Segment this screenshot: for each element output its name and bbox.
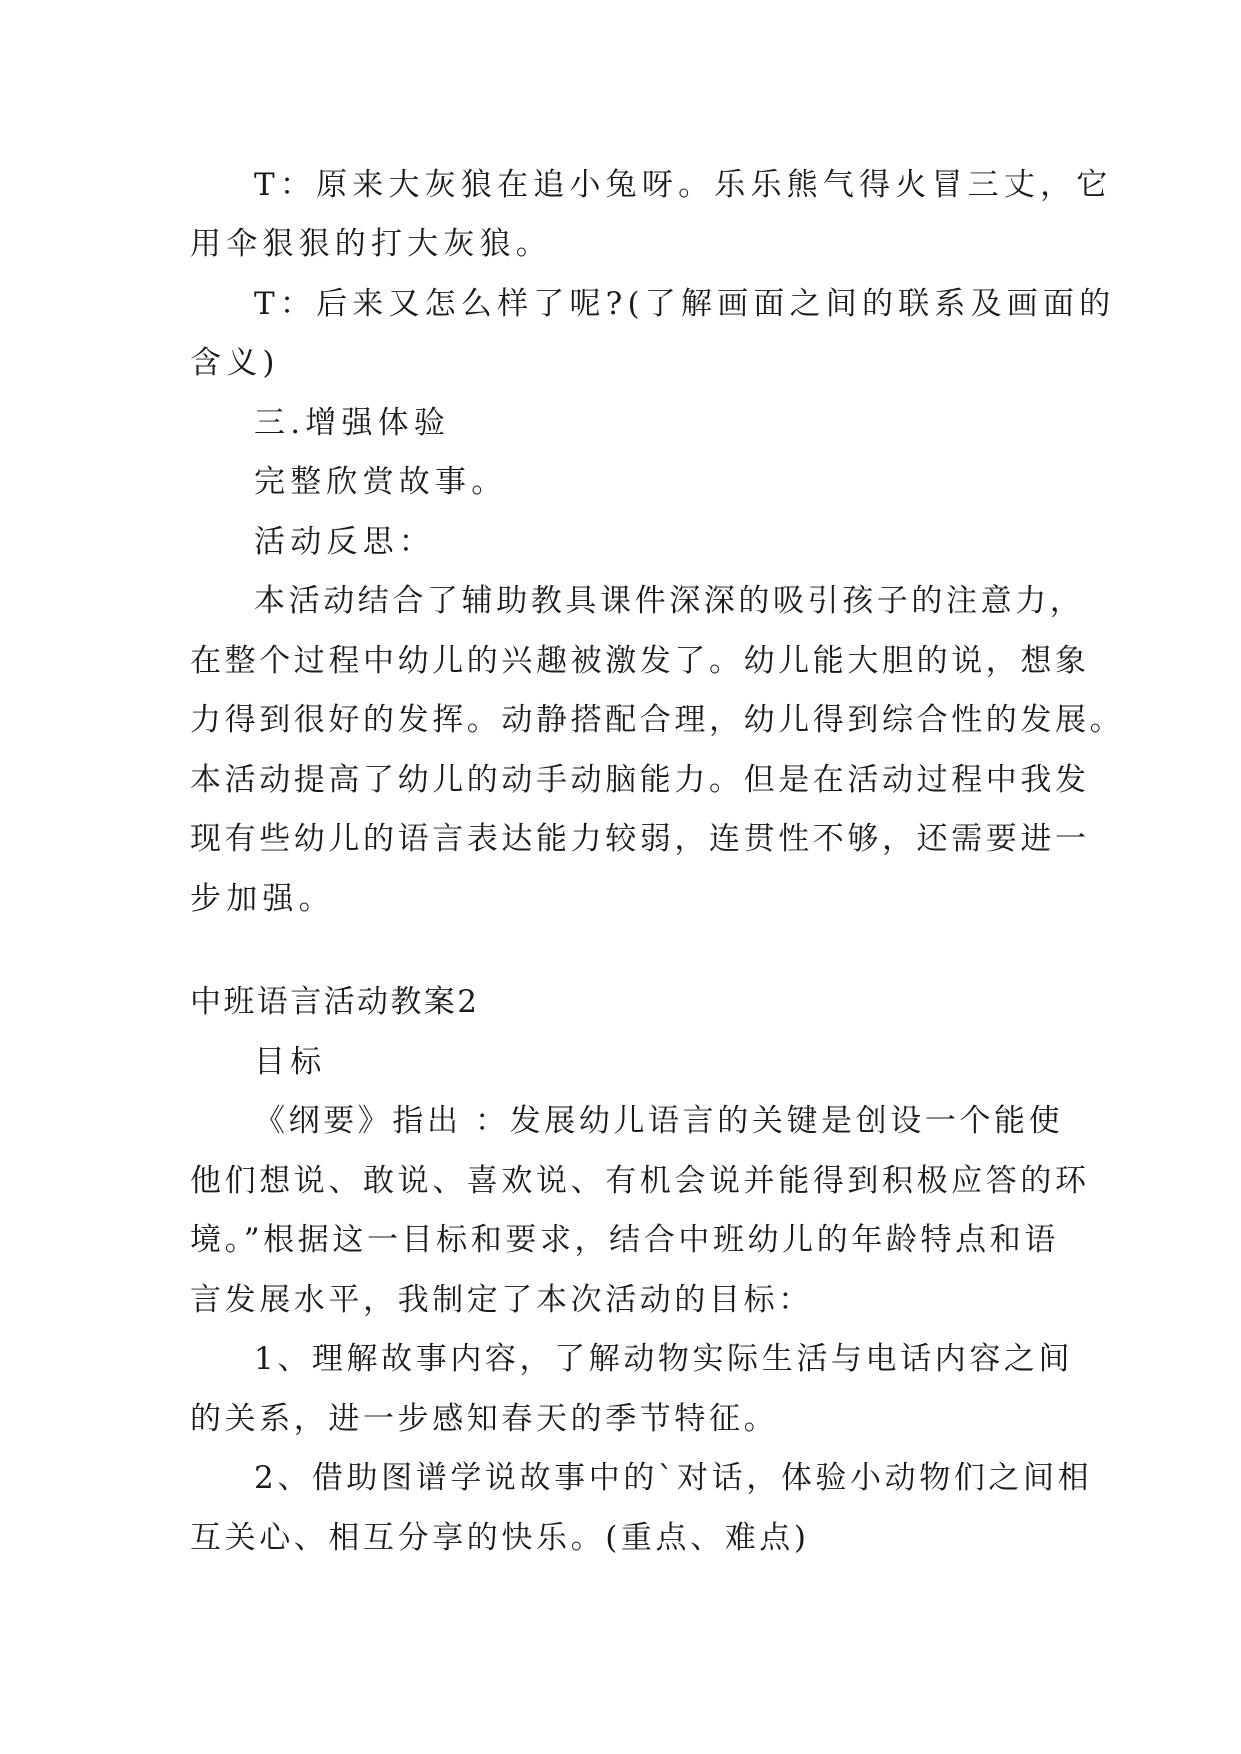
list-item-continuation: 互关心、相互分享的快乐。(重点、难点) — [190, 1520, 810, 1556]
paragraph-line: T：后来又怎么样了呢?(了解画面之间的联系及画面的 — [254, 286, 1116, 322]
paragraph-line: 完整欣赏故事。 — [254, 464, 508, 500]
paragraph-line: 含义) — [190, 345, 280, 381]
list-item: 1、理解故事内容，了解动物实际生活与电话内容之间 — [254, 1341, 1074, 1377]
paragraph-line: 《纲要》指出 ：发展幼儿语言的关键是创设一个能使 — [254, 1103, 1064, 1139]
list-item-continuation: 的关系，进一步感知春天的季节特征。 — [190, 1401, 779, 1437]
paragraph-line: 步加强。 — [190, 881, 335, 917]
paragraph-line: 本活动结合了辅助教具课件深深的吸引孩子的注意力， — [254, 583, 1085, 619]
section-label: 目标 — [254, 1044, 327, 1080]
paragraph-line: 现有些幼儿的语言表达能力较弱，连贯性不够，还需要进一 — [190, 821, 1090, 857]
paragraph-line: 力得到很好的发挥。动静搭配合理，幼儿得到综合性的发展。 — [190, 702, 1125, 738]
document-title: 中班语言活动教案2 — [190, 984, 480, 1020]
paragraph-line: T：原来大灰狼在追小兔呀。乐乐熊气得火冒三丈，它 — [254, 167, 1113, 203]
paragraph-line: 言发展水平，我制定了本次活动的目标： — [190, 1282, 813, 1318]
paragraph-line: 本活动提高了幼儿的动手动脑能力。但是在活动过程中我发 — [190, 762, 1090, 798]
paragraph-line: 用伞狠狠的打大灰狼。 — [190, 226, 552, 262]
section-label: 活动反思： — [254, 524, 435, 560]
paragraph-line: 境。”根据这一目标和要求，结合中班幼儿的年龄特点和语 — [190, 1222, 1059, 1258]
list-item: 2、借助图谱学说故事中的`对话，体验小动物们之间相 — [254, 1460, 1093, 1496]
paragraph-line: 他们想说、敢说、喜欢说、有机会说并能得到积极应答的环 — [190, 1163, 1090, 1199]
section-heading: 三.增强体验 — [254, 405, 451, 441]
paragraph-line: 在整个过程中幼儿的兴趣被激发了。幼儿能大胆的说，想象 — [190, 643, 1090, 679]
